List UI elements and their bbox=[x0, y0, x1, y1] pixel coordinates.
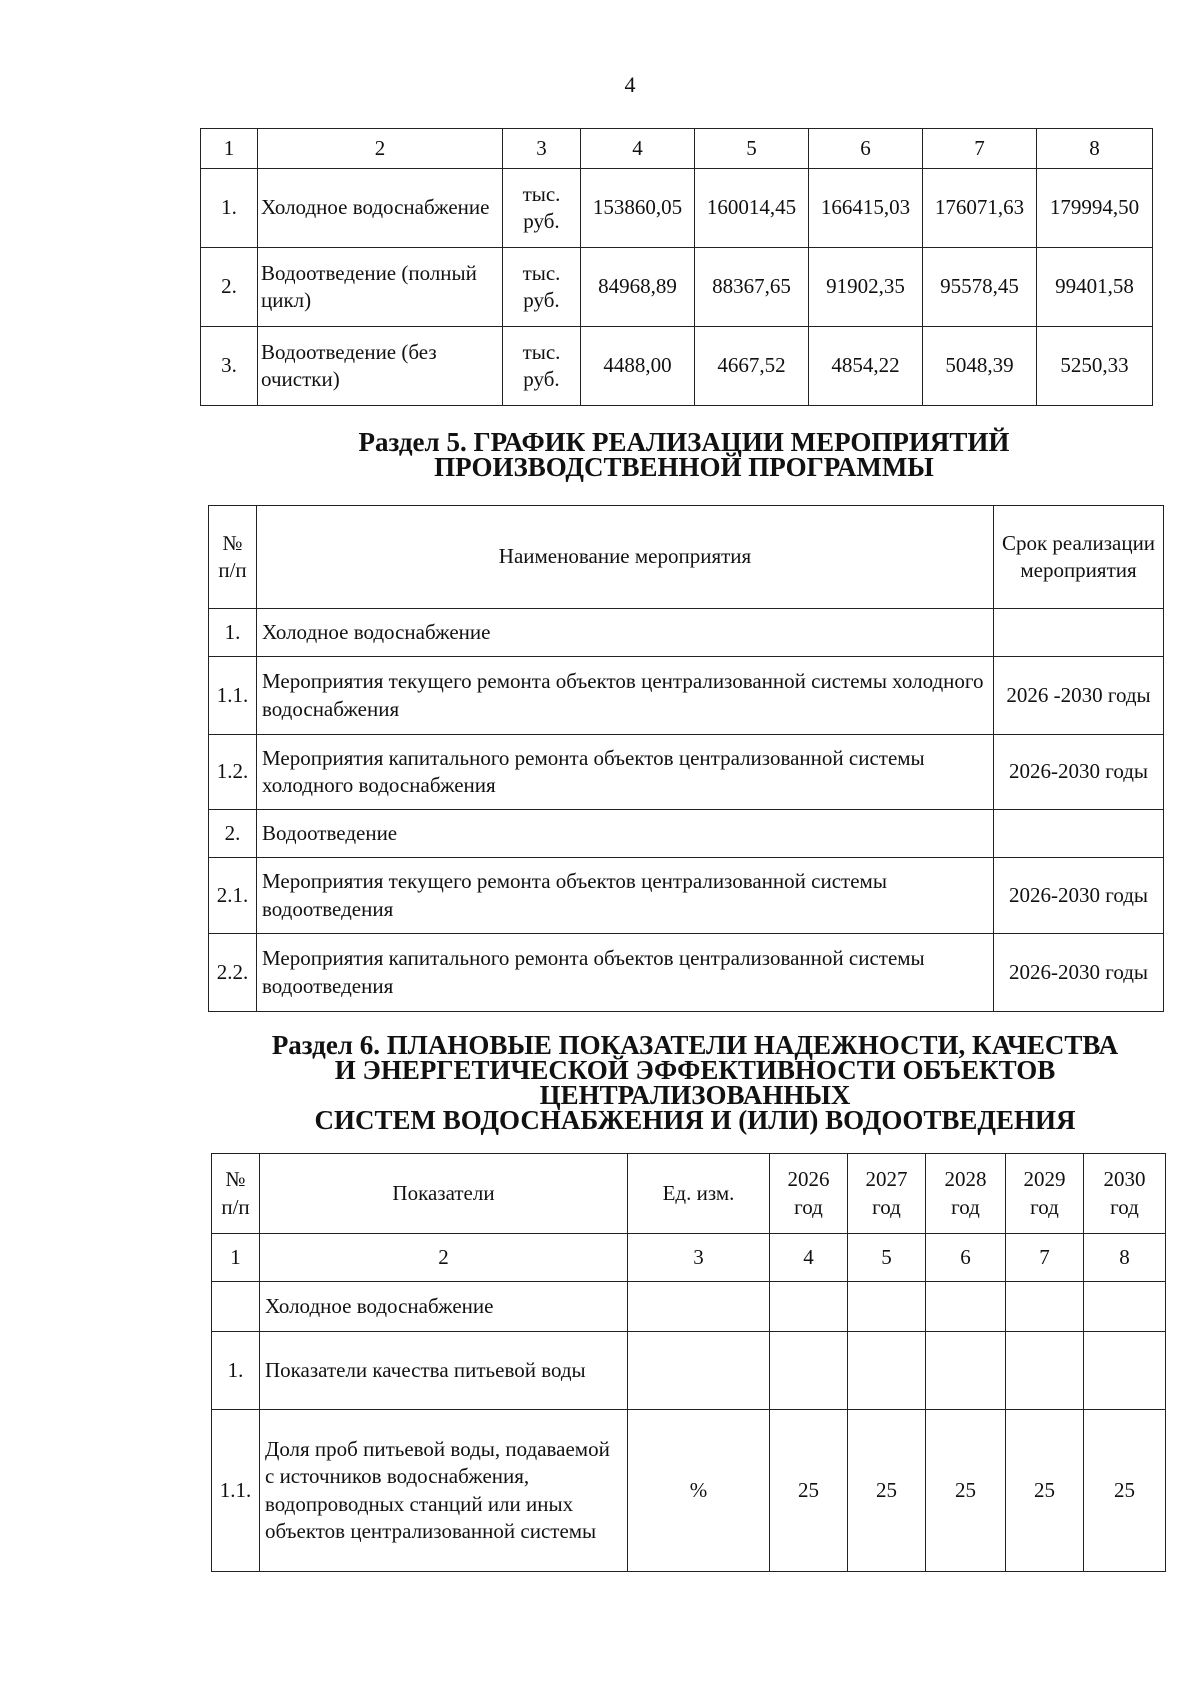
row-name: Водоотведение (полный цикл) bbox=[258, 248, 503, 327]
row-name: Водоотведение bbox=[257, 810, 994, 858]
header-indicator: Показатели bbox=[260, 1154, 628, 1234]
value-cell: 153860,05 bbox=[581, 169, 695, 248]
row-name: Мероприятия капитального ремонта объектов централизованной системы холодного водоснабжения bbox=[257, 735, 994, 810]
value-cell bbox=[848, 1332, 926, 1410]
header-year: 2030 год bbox=[1084, 1154, 1166, 1234]
row-name: Показатели качества питьевой воды bbox=[260, 1332, 628, 1410]
value-cell: 84968,89 bbox=[581, 248, 695, 327]
page-number: 4 bbox=[624, 72, 636, 97]
section5-title bbox=[0, 427, 1200, 482]
header-num: № п/п bbox=[212, 1154, 260, 1234]
table-row bbox=[209, 609, 1164, 657]
header-name: Наименование мероприятия bbox=[257, 506, 994, 609]
header-num: № п/п bbox=[209, 506, 257, 609]
value-cell: 99401,58 bbox=[1037, 248, 1153, 327]
row-number: 3. bbox=[201, 327, 258, 406]
column-number: 2 bbox=[260, 1234, 628, 1282]
value-cell bbox=[1084, 1332, 1166, 1410]
header-cell: 6 bbox=[809, 129, 923, 169]
row-unit bbox=[628, 1332, 770, 1410]
column-number: 7 bbox=[1006, 1234, 1084, 1282]
row-name: Мероприятия текущего ремонта объектов централизованной системы холодного водоснабжения bbox=[257, 657, 994, 735]
value-cell: 166415,03 bbox=[809, 169, 923, 248]
header-term: Срок реализации мероприятия bbox=[994, 506, 1164, 609]
table-row bbox=[209, 735, 1164, 810]
column-number: 8 bbox=[1084, 1234, 1166, 1282]
row-number: 1.1. bbox=[212, 1410, 260, 1572]
value-cell: 25 bbox=[1084, 1410, 1166, 1572]
value-cell: 5048,39 bbox=[923, 327, 1037, 406]
row-unit: % bbox=[628, 1410, 770, 1572]
header-cell: 2 bbox=[258, 129, 503, 169]
value-cell: 179994,50 bbox=[1037, 169, 1153, 248]
value-cell: 4854,22 bbox=[809, 327, 923, 406]
column-number: 3 bbox=[628, 1234, 770, 1282]
indicators-table bbox=[211, 1153, 1166, 1572]
header-cell: 5 bbox=[695, 129, 809, 169]
value-cell: 25 bbox=[770, 1410, 848, 1572]
header-year: 2027 год bbox=[848, 1154, 926, 1234]
column-number: 1 bbox=[212, 1234, 260, 1282]
header-cell: 4 bbox=[581, 129, 695, 169]
table-row bbox=[212, 1410, 1166, 1572]
table-row bbox=[201, 169, 1153, 248]
table-header-row bbox=[212, 1154, 1166, 1234]
table-row bbox=[209, 934, 1164, 1012]
section6-title-line: Раздел 6. ПЛАНОВЫЕ ПОКАЗАТЕЛИ НАДЕЖНОСТИ, КАЧЕСТВА bbox=[271, 1030, 1119, 1060]
section6-title bbox=[0, 1030, 1200, 1135]
column-number-row bbox=[212, 1234, 1166, 1282]
value-cell bbox=[770, 1282, 848, 1332]
row-term: 2026-2030 годы bbox=[994, 934, 1164, 1012]
value-cell: 4488,00 bbox=[581, 327, 695, 406]
row-number: 2. bbox=[209, 810, 257, 858]
costs-table bbox=[200, 128, 1153, 406]
value-cell: 95578,45 bbox=[923, 248, 1037, 327]
row-number: 1. bbox=[212, 1332, 260, 1410]
value-cell: 25 bbox=[1006, 1410, 1084, 1572]
value-cell: 25 bbox=[848, 1410, 926, 1572]
row-number bbox=[212, 1282, 260, 1332]
header-cell: 7 bbox=[923, 129, 1037, 169]
column-number: 4 bbox=[770, 1234, 848, 1282]
value-cell: 91902,35 bbox=[809, 248, 923, 327]
row-number: 1.1. bbox=[209, 657, 257, 735]
value-cell bbox=[926, 1282, 1006, 1332]
column-number: 5 bbox=[848, 1234, 926, 1282]
table-row bbox=[212, 1282, 1166, 1332]
header-unit: Ед. изм. bbox=[628, 1154, 770, 1234]
row-unit bbox=[628, 1282, 770, 1332]
header-cell: 3 bbox=[503, 129, 581, 169]
table-row bbox=[209, 810, 1164, 858]
row-unit: тыс. руб. bbox=[503, 327, 581, 406]
value-cell bbox=[926, 1332, 1006, 1410]
table-header-row bbox=[209, 506, 1164, 609]
row-name: Холодное водоснабжение bbox=[258, 169, 503, 248]
row-number: 1.2. bbox=[209, 735, 257, 810]
section5-title-line: ПРОИЗВОДСТВЕННОЙ ПРОГРАММЫ bbox=[434, 452, 934, 482]
column-number: 6 bbox=[926, 1234, 1006, 1282]
row-term: 2026-2030 годы bbox=[994, 858, 1164, 934]
row-number: 2.2. bbox=[209, 934, 257, 1012]
row-name: Водоотведение (без очистки) bbox=[258, 327, 503, 406]
value-cell: 176071,63 bbox=[923, 169, 1037, 248]
section6-title-line: И ЭНЕРГЕТИЧЕСКОЙ ЭФФЕКТИВНОСТИ ОБЪЕКТОВ bbox=[334, 1055, 1056, 1085]
row-name: Мероприятия текущего ремонта объектов централизованной системы водоотведения bbox=[257, 858, 994, 934]
row-name: Холодное водоснабжение bbox=[257, 609, 994, 657]
section6-title-line: ЦЕНТРАЛИЗОВАННЫХ bbox=[539, 1080, 851, 1110]
value-cell bbox=[1084, 1282, 1166, 1332]
row-name: Доля проб питьевой воды, подаваемой с источников водоснабжения, водопроводных станций или иных объектов централизованной системы bbox=[260, 1410, 628, 1572]
section6-title-line: СИСТЕМ ВОДОСНАБЖЕНИЯ И (ИЛИ) ВОДООТВЕДЕНИЯ bbox=[314, 1105, 1076, 1135]
row-name: Мероприятия капитального ремонта объектов централизованной системы водоотведения bbox=[257, 934, 994, 1012]
section5-title-line: Раздел 5. ГРАФИК РЕАЛИЗАЦИИ МЕРОПРИЯТИЙ bbox=[358, 427, 1010, 457]
value-cell bbox=[848, 1282, 926, 1332]
table-row bbox=[201, 248, 1153, 327]
table-row bbox=[209, 657, 1164, 735]
header-cell: 1 bbox=[201, 129, 258, 169]
table-row bbox=[201, 327, 1153, 406]
value-cell: 88367,65 bbox=[695, 248, 809, 327]
value-cell: 4667,52 bbox=[695, 327, 809, 406]
header-cell: 8 bbox=[1037, 129, 1153, 169]
row-term bbox=[994, 810, 1164, 858]
header-year: 2029 год bbox=[1006, 1154, 1084, 1234]
row-unit: тыс. руб. bbox=[503, 169, 581, 248]
value-cell bbox=[1006, 1282, 1084, 1332]
value-cell bbox=[1006, 1332, 1084, 1410]
row-term: 2026 -2030 годы bbox=[994, 657, 1164, 735]
value-cell: 5250,33 bbox=[1037, 327, 1153, 406]
header-year: 2026 год bbox=[770, 1154, 848, 1234]
measures-table bbox=[208, 505, 1164, 1012]
value-cell: 25 bbox=[926, 1410, 1006, 1572]
row-number: 2. bbox=[201, 248, 258, 327]
table-header-row bbox=[201, 129, 1153, 169]
row-number: 1. bbox=[209, 609, 257, 657]
table-row bbox=[209, 858, 1164, 934]
row-term bbox=[994, 609, 1164, 657]
value-cell: 160014,45 bbox=[695, 169, 809, 248]
value-cell bbox=[770, 1332, 848, 1410]
row-number: 1. bbox=[201, 169, 258, 248]
table-row bbox=[212, 1332, 1166, 1410]
row-number: 2.1. bbox=[209, 858, 257, 934]
header-year: 2028 год bbox=[926, 1154, 1006, 1234]
row-unit: тыс. руб. bbox=[503, 248, 581, 327]
row-name: Холодное водоснабжение bbox=[260, 1282, 628, 1332]
row-term: 2026-2030 годы bbox=[994, 735, 1164, 810]
